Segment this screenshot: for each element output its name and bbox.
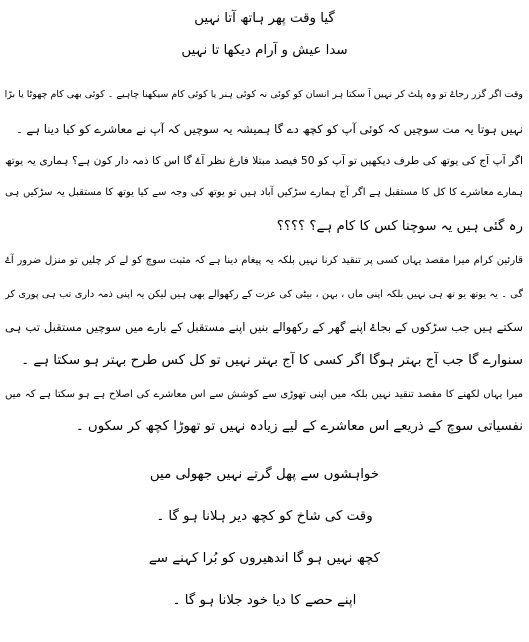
poem-line-4: اپنے حصے کا دیا خود جلانا ہو گا ۔ [172,593,357,608]
paragraph-2-line-1: اگر آپ آج کی یوتھ کی طرف دیکھیں تو آپ کو 50 فیصد مبتلا فارغ نظر آۓ گا اس کا ذمہ دار کون ہے؟ ہماری یہ یوتھ [5,154,523,167]
poem-line-2: وقت کی شاخ کو کچھ دیر ہلانا ہو گا ۔ [156,509,373,524]
title-line-2: سدا عیش و آرام دیکھا تا نہیں [181,43,348,58]
paragraph-4-line-1: میرا یہاں لکھنے کا مقصد تنقید نہیں بلکہ میں اپنی تھوڑی سے کوشش سے اس معاشرے کی اصلاح ہے ہو سکتا ہے کہ میں [5,389,523,400]
paragraph-1-line-2: نہیں ہوتا یہ مت سوچیں کہ کوئی آپ کو کچھ دے گا ہمیشہ یہ سوچیں کہ آپ نے معاشرے کو کیا دینا ہے ۔ [15,122,523,136]
poem-line-3: کچھ نہیں ہو گا اندھیروں کو بُرا کہنے سے [148,551,381,566]
paragraph-4-line-2: نفسیاتی سوچ کے ذریعے اس معاشرے کے لیے زیادہ نہیں تو تھوڑا کچھ کر سکوں ۔ [75,419,523,434]
paragraph-3-line-2: گی ۔ یہ یوتھ یو تھ ہی نہیں بلکہ اپنی ماں ، بہن ، بیٹی کی عزت کے رکھوالے بھی ہیں لیکن یہ اپنی ذمہ داری تب ہی پوری کر [5,289,523,300]
paragraph-3-line-3: سکتے ہیں جب سڑکوں کے بجاۓ اپنے گھر کے رکھوالے بنیں اپنے مستقبل کے بارے میں سوچیں مستقبل تب ہی [5,320,523,334]
paragraph-1-line-1: وقت اگر گزر رجاۓ تو وہ پلٹ کر نہیں آ سکتا ہر انسان کو کوئی نہ کوئی ہنر یا کوئی کام سیکھنا چاہیے ۔ کوئی بھی کام چھوٹا یا بڑا [5,89,523,100]
paragraph-3-line-1: قارئین کرام میرا مقصد یہاں کسی پر تنقید کرنا نہیں بلکہ یہ پیغام دینا ہے کہ مثبت سوچ کو لے کر چلیں تو منزل ضرور آۓ [5,255,523,266]
poem-line-1: خواہشوں سے پھل گرتے نہیں جھولی میں [149,467,380,482]
title-line-1: گیا وقت پھر ہاتھ آتا نہیں [194,11,335,26]
paragraph-2-line-3: رہ گئی ہیں یہ سوچنا کس کا کام ہے؟ ؟؟؟؟ [276,219,523,234]
paragraph-2-line-2: ہمارے معاشرے کا کل کا مستقبل ہے اگر آج ہمارے سڑکیں آباد ہیں تو یوتھ کی وجہ سے کیا یوتھ کا مستقبل یہ سڑکیں ہی [5,187,523,198]
paragraph-3-line-4: سنوارے گا جب آج بہتر ہوگا اگر کسی کا آج بہتر نہیں تو کل کس طرح بہتر ہو سکتا ہے ۔ [21,353,523,368]
